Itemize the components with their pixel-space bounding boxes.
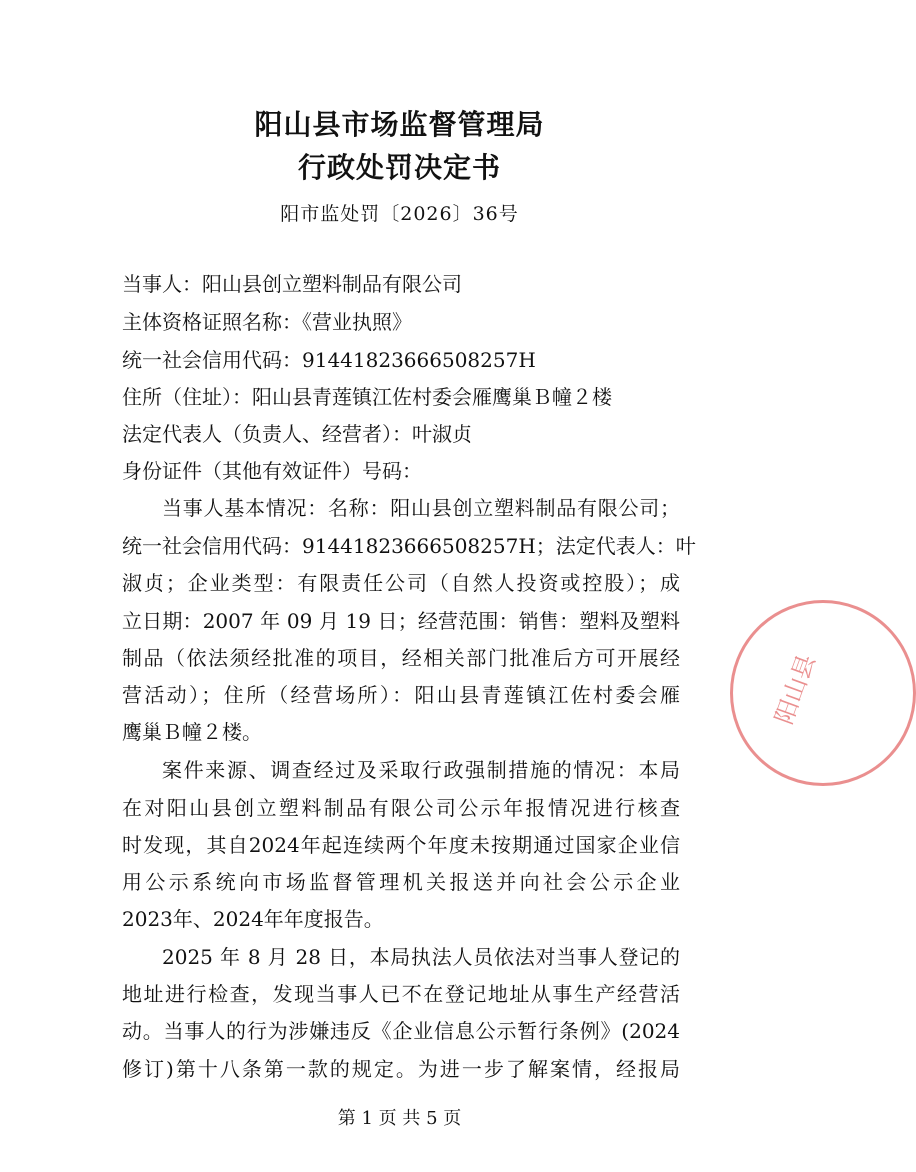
case-source-line: 案件来源、调查经过及采取行政强制措施的情况：本局 [162,758,680,782]
case-source-line: 用公示系统向市场监督管理机关报送并向社会公示企业 [122,870,680,894]
document-title-agency: 阳山县市场监督管理局 [254,108,545,141]
inspection-line: 2025 年 8 月 28 日，本局执法人员依法对当事人登记的 [162,945,680,969]
basic-info-line: 营活动）；住所（经营场所）：阳山县青莲镇江佐村委会雁 [122,683,680,707]
inspection-line: 修订)第十八条第一款的规定。为进一步了解案情，经报局 [122,1057,680,1081]
document-number: 阳市监处罚〔2026〕36号 [280,203,519,225]
credit-code: 统一社会信用代码：91441823666508257H [122,348,536,372]
basic-info-line: 统一社会信用代码：91441823666508257H；法定代表人：叶 [122,534,696,558]
basic-info-line: 鹰巢Ｂ幢２楼。 [122,720,262,744]
license-name: 主体资格证照名称：《营业执照》 [122,310,412,334]
id-number: 身份证件（其他有效证件）号码： [122,459,422,483]
party-name: 当事人：阳山县创立塑料制品有限公司 [122,272,462,296]
legal-representative: 法定代表人（负责人、经营者）：叶淑贞 [122,422,472,446]
case-source-line: 在对阳山县创立塑料制品有限公司公示年报情况进行核查 [122,796,680,820]
official-seal [730,600,916,786]
document-title-type: 行政处罚决定书 [297,151,501,184]
inspection-line: 地址进行检查，发现当事人已不在登记地址从事生产经营活 [122,982,680,1006]
seal-text: 阳山县 [769,650,821,728]
basic-info-line: 当事人基本情况：名称：阳山县创立塑料制品有限公司； [162,496,680,520]
inspection-line: 动。当事人的行为涉嫌违反《企业信息公示暂行条例》(2024 [122,1019,680,1043]
address: 住所（住址）：阳山县青莲镇江佐村委会雁鹰巢Ｂ幢２楼 [122,385,612,409]
case-source-line: 时发现，其自2024年起连续两个年度未按期通过国家企业信 [122,833,680,857]
page-number: 第 1 页 共 5 页 [337,1108,462,1129]
basic-info-line: 淑贞；企业类型：有限责任公司（自然人投资或控股）；成 [122,571,680,595]
basic-info-line: 立日期：2007 年 09 月 19 日；经营范围：销售：塑料及塑料 [122,609,680,633]
basic-info-line: 制品（依法须经批准的项目，经相关部门批准后方可开展经 [122,646,680,670]
case-source-line: 2023年、2024年年度报告。 [122,907,384,931]
